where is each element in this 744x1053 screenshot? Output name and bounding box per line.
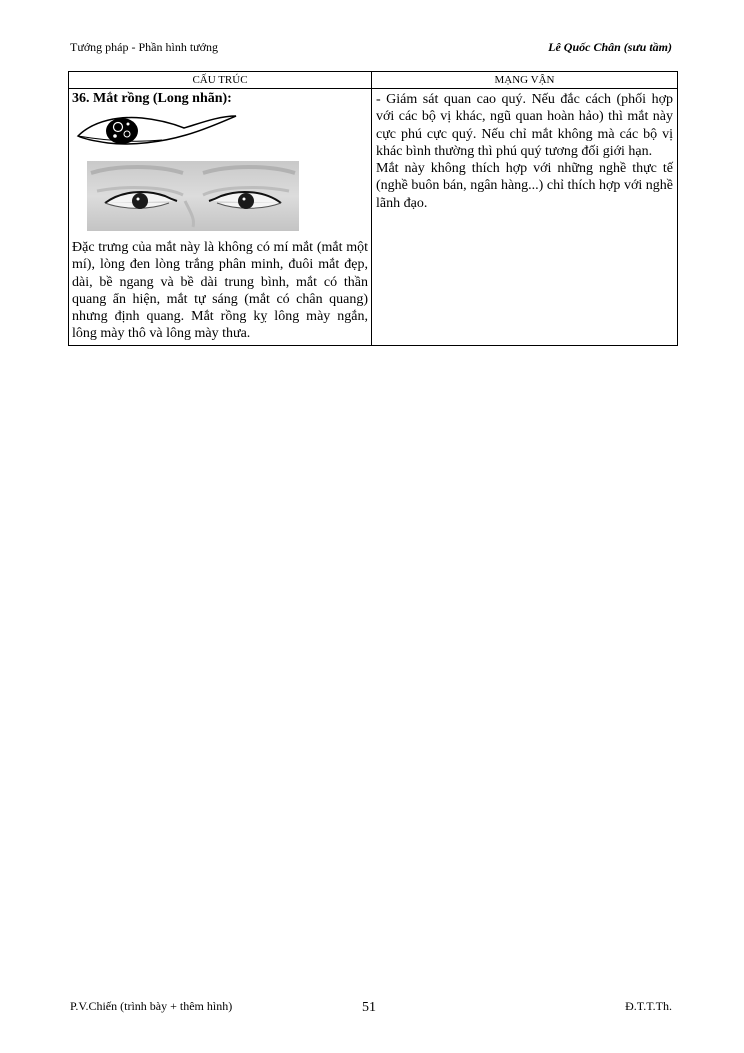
- column-header-structure: CẤU TRÚC: [69, 72, 372, 89]
- fortune-paragraph-2: Mắt này không thích hợp với những nghề thực tế (nghề buôn bán, ngân hàng...) chỉ thích hợp với nghề lãnh đạo.: [376, 161, 673, 211]
- header-right: Lê Quốc Chân (sưu tầm): [548, 40, 672, 54]
- dragon-eyes-photo: [87, 161, 299, 231]
- header-left: Tướng pháp - Phần hình tướng: [70, 40, 219, 54]
- footer-left: P.V.Chiến (trình bày + thêm hình): [70, 999, 233, 1013]
- dragon-eye-drawing: [72, 110, 272, 150]
- fortune-cell: [372, 89, 678, 346]
- page-number: 51: [362, 1000, 376, 1015]
- entry-title: 36. Mắt rồng (Long nhãn):: [72, 91, 232, 106]
- fortune-paragraph-1: - Giám sát quan cao quý. Nếu đắc cách (phối hợp với các bộ vị khác, ngũ quan hoàn hảo) thì mắt này cực phú cực quý. Nếu chỉ mắt không mà các bộ vị khác bình thường thì phú quý tương đối giới hạn.: [376, 92, 673, 159]
- content-table: [68, 71, 678, 346]
- eye-description: Đặc trưng của mắt này là không có mí mắt (mắt một mí), lòng đen lòng trắng phân minh, đuôi mắt đẹp, dài, bề ngang và bề dài trung bình, mắt có thần quang ẩn hiện, mắt tự sáng (mắt có chân quang) nhưng định quang. Mắt rồng kỵ lông mày ngắn, lông mày thô và lông mày thưa.: [72, 240, 368, 342]
- footer-right: Đ.T.T.Th.: [625, 999, 672, 1013]
- structure-cell: [69, 89, 372, 346]
- column-header-fortune: MẠNG VẬN: [372, 72, 678, 89]
